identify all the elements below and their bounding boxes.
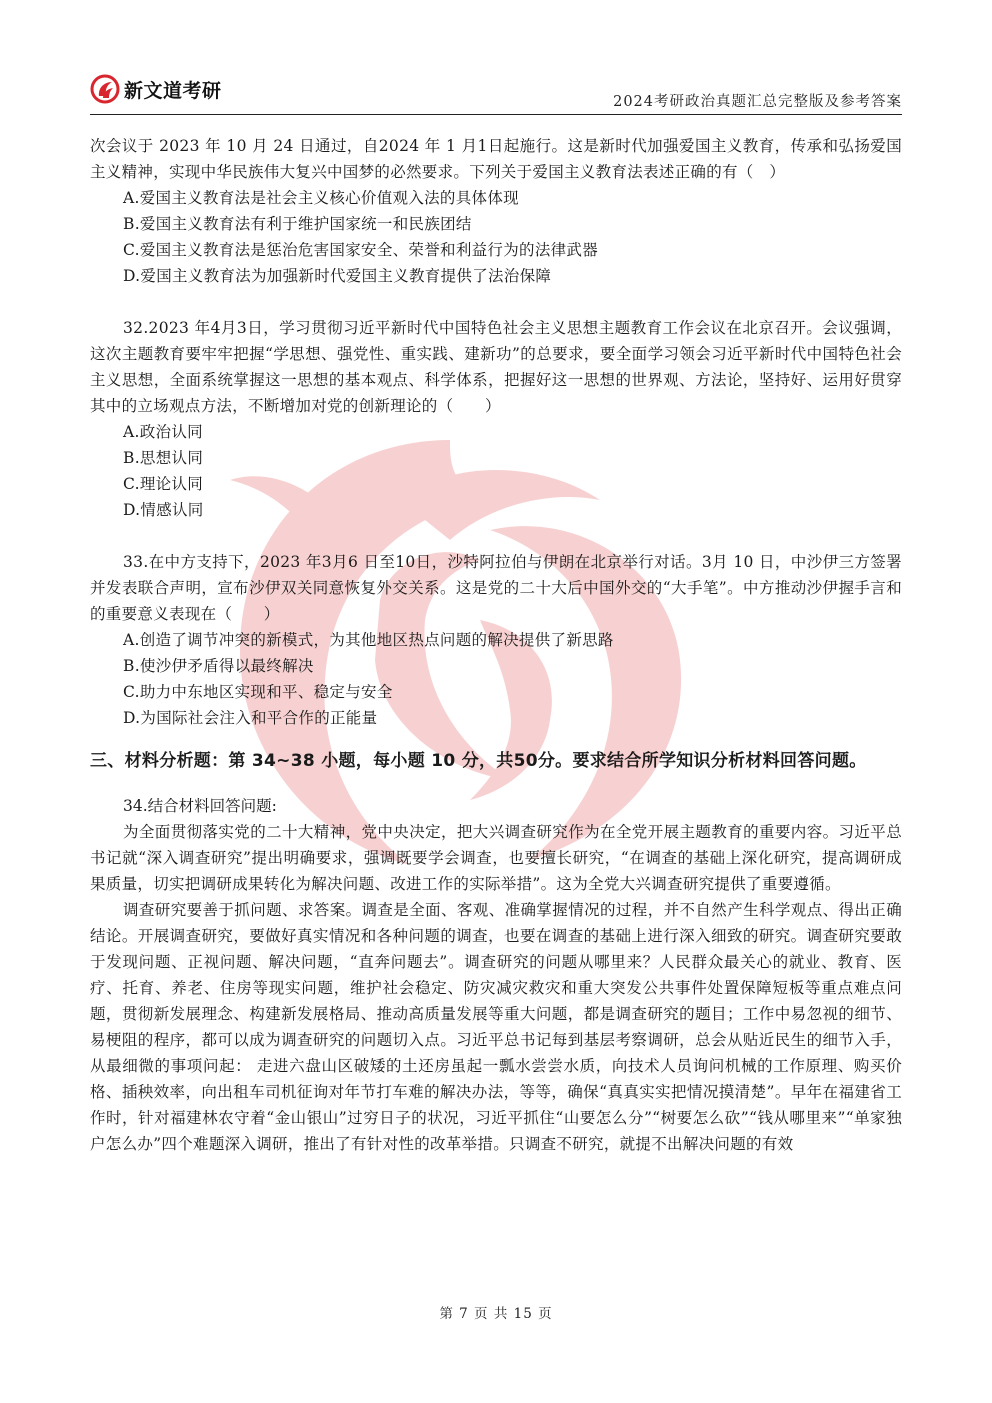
logo-text: 新文道考研 bbox=[124, 79, 222, 102]
q31-stem: 次会议于 2023 年 10 月 24 日通过，自2024 年 1 月1日起施行。这是新时代加强爱国主义教育，传承和弘扬爱国主义精神，实现中华民族伟大复兴中国梦的必然要求。下列关于爱国主义教育法表述正确的有（ ） bbox=[90, 137, 902, 181]
q33-option-d: D.为国际社会注入和平合作的正能量 bbox=[123, 709, 378, 727]
document-title: 2024考研政治真题汇总完整版及参考答案 bbox=[613, 94, 902, 110]
q31-option-a: A.爱国主义教育法是社会主义核心价值观入法的具体体现 bbox=[123, 189, 519, 207]
page-number: 第 7 页 共 15 页 bbox=[439, 1306, 553, 1322]
q32-stem: 32.2023 年4月3日，学习贯彻习近平新时代中国特色社会主义思想主题教育工作会议在北京召开。会议强调，这次主题教育要牢牢把握“学思想、强党性、重实践、建新功”的总要求，要全面学习领会习近平新时代中国特色社会主义思想，全面系统掌握这一思想的基本观点、科学体系，把握好这一思想的世界观、方法论，坚持好、运用好贯穿其中的立场观点方法，不断增加对党的创新理论的（ ） bbox=[90, 319, 902, 415]
q34-paragraph-2: 调查研究要善于抓问题、求答案。调查是全面、客观、准确掌握情况的过程，并不自然产生科学观点、得出正确结论。开展调查研究，要做好真实情况和各种问题的调查，也要在调查的基础上进行深入细致的研究。调查研究要敢于发现问题、正视问题、解决问题，“直奔问题去”。调查研究的问题从哪里来？人民群众最关心的就业、教育、医疗、托育、养老、住房等现实问题，维护社会稳定、防灾减灾救灾和重大突发公共事件处置保障短板等重点难点问题，贯彻新发展理念、构建新发展格局、推动高质量发展等重大问题，都是调查研究的题目；工作中易忽视的细节、易梗阻的程序，都可以成为调查研究的问题切入点。习近平总书记每到基层考察调研，总会从贴近民生的细节入手，从最细微的事项问起： 走进六盘山区破矮的土还房虽起一瓢水尝尝水质，向技术人员询问机械的工作原理、购买价格、插秧效率，向出租车司机征询对年节打车难的解决办法，等等，确保“真真实实把情况摸清楚”。早年在福建省工作时，针对福建林农守着“金山银山”过穷日子的状况，习近平抓住“山要怎么分”“树要怎么砍”“钱从哪里来”“单家独户怎么办”四个难题深入调研，推出了有针对性的改革举措。只调查不研究，就提不出解决问题的有效 bbox=[90, 901, 902, 1153]
brand-logo bbox=[90, 74, 222, 104]
q34-label: 34.结合材料回答问题: bbox=[123, 797, 277, 815]
page-header bbox=[90, 72, 902, 115]
q32-option-a: A.政治认同 bbox=[123, 423, 203, 441]
q32-option-c: C.理论认同 bbox=[123, 475, 204, 493]
q33-option-b: B.使沙伊矛盾得以最终解决 bbox=[123, 657, 314, 675]
q34-paragraph-1: 为全面贯彻落实党的二十大精神，党中央决定，把大兴调查研究作为在全党开展主题教育的重要内容。习近平总书记就“深入调查研究”提出明确要求，强调既要学会调查，也要擅长研究，“在调查的基础上深化研究，提高调研成果质量，切实把调研成果转化为解决问题、改进工作的实际举措”。这为全党大兴调查研究提供了重要遵循。 bbox=[90, 823, 902, 893]
q31-option-b: B.爱国主义教育法有利于维护国家统一和民族团结 bbox=[123, 215, 472, 233]
section-3-heading: 三、材料分析题：第 34~38 小题，每小题 10 分，共50分。要求结合所学知识分析材料回答问题。 bbox=[90, 751, 867, 771]
q31-option-d: D.爱国主义教育法为加强新时代爱国主义教育提供了法治保障 bbox=[123, 267, 552, 285]
phoenix-logo-icon bbox=[90, 74, 120, 104]
q32-option-d: D.情感认同 bbox=[123, 501, 204, 519]
q33-option-a: A.创造了调节冲突的新模式，为其他地区热点问题的解决提供了新思路 bbox=[123, 631, 614, 649]
q33-option-c: C.助力中东地区实现和平、稳定与安全 bbox=[123, 683, 393, 701]
q33-stem: 33.在中方支持下，2023 年3月6 日至10日，沙特阿拉伯与伊朗在北京举行对话。3月 10 日，中沙伊三方签署并发表联合声明，宣布沙伊双关同意恢复外交关系。这是党的二十大后中国外交的“大手笔”。中方推动沙伊握手言和的重要意义表现在（ ） bbox=[90, 553, 902, 623]
q31-option-c: C.爱国主义教育法是惩治危害国家安全、荣誉和利益行为的法律武器 bbox=[123, 241, 599, 259]
q32-option-b: B.思想认同 bbox=[123, 449, 204, 467]
page-content bbox=[90, 133, 902, 1157]
